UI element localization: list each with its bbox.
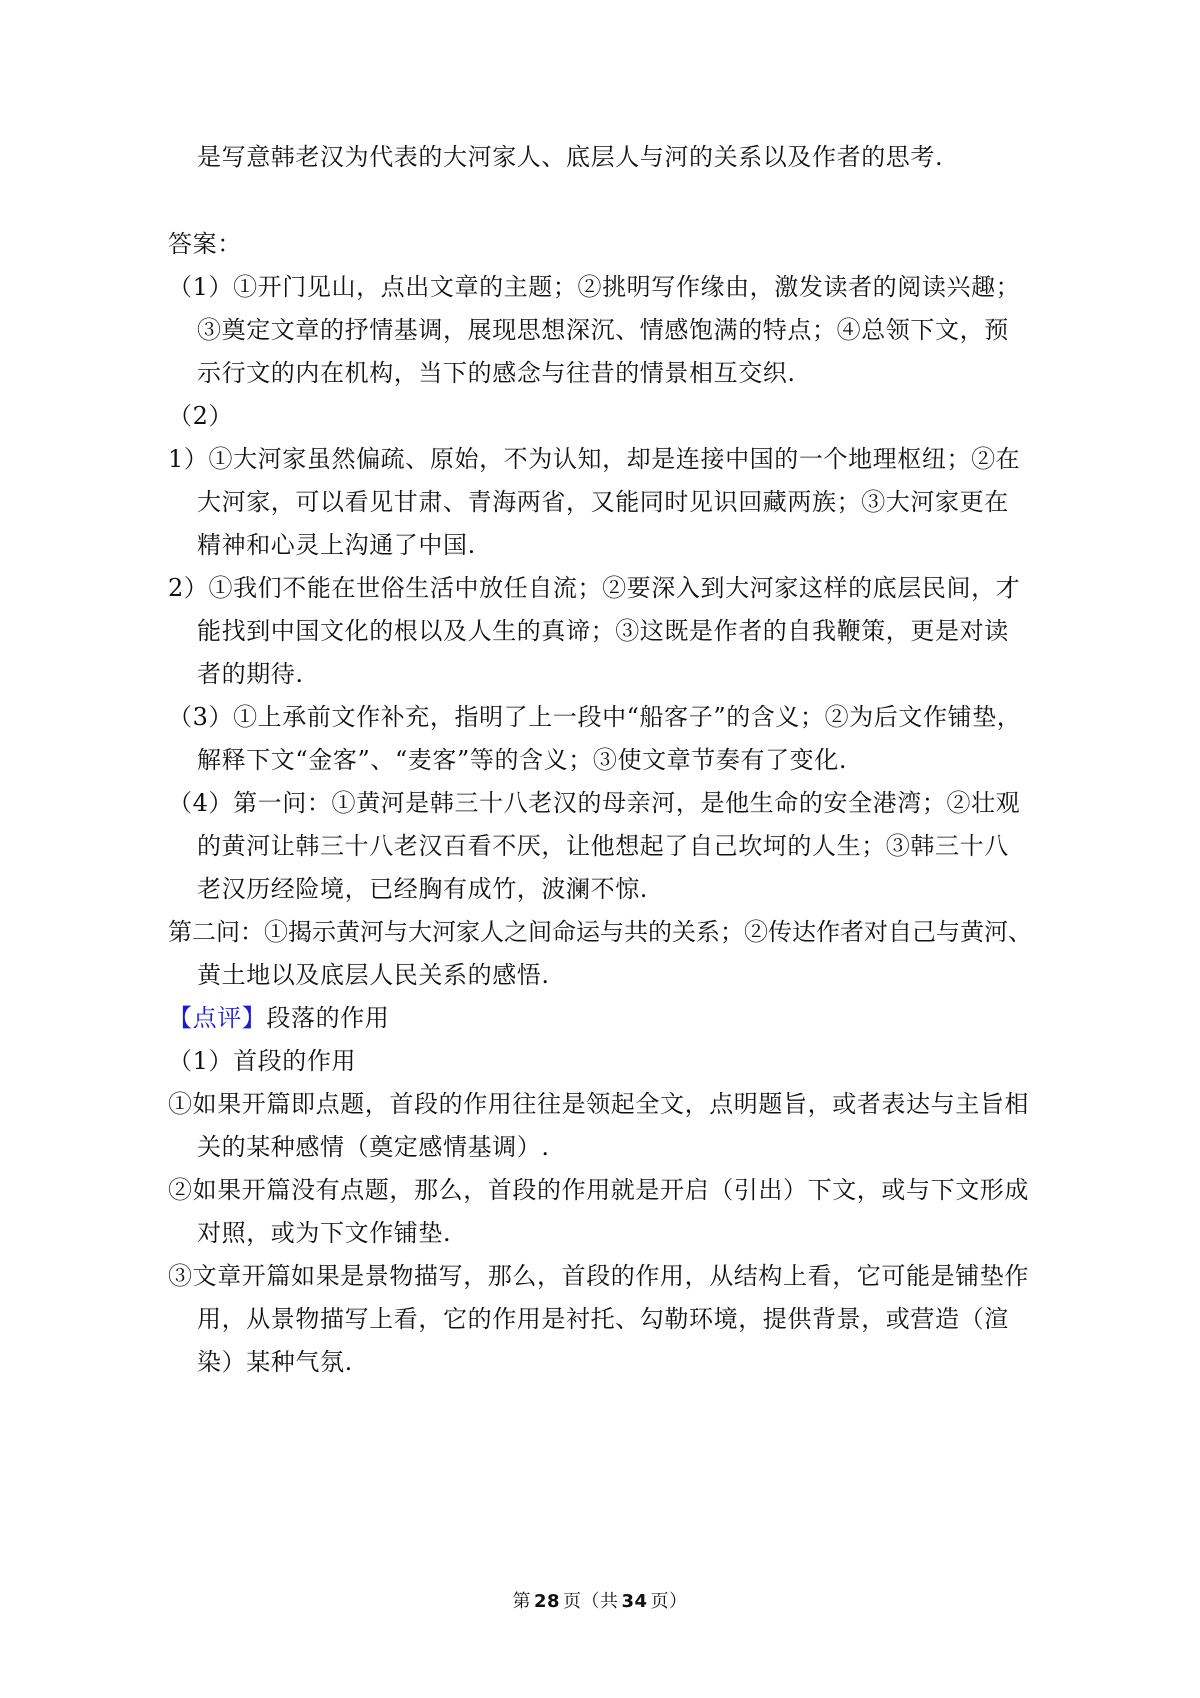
answer-q2-1-line-3: 精神和心灵上沟通了中国.	[197, 531, 476, 559]
comment-topic: 段落的作用	[266, 1004, 390, 1032]
answer-q4-second-line-2: 黄土地以及底层人民关系的感悟.	[197, 961, 550, 989]
page-footer	[0, 1590, 1200, 1614]
answer-q4-second-line-1: 第二问：①揭示黄河与大河家人之间命运与共的关系；②传达作者对自己与黄河、	[168, 918, 1032, 946]
footer-prefix: 第	[512, 1591, 531, 1612]
comment-point-3-line-2: 用，从景物描写上看，它的作用是衬托、勾勒环境，提供背景，或营造（渲	[197, 1305, 1009, 1333]
comment-point-1-line-1: ①如果开篇即点题，首段的作用往往是领起全文，点明题旨，或者表达与主旨相	[168, 1090, 1029, 1118]
footer-suffix: 页）	[650, 1591, 688, 1612]
answer-label: 答案：	[168, 230, 242, 258]
comment-point-2-line-1: ②如果开篇没有点题，那么，首段的作用就是开启（引出）下文，或与下文形成	[168, 1176, 1029, 1204]
comment-point-2-line-2: 对照，或为下文作铺垫.	[197, 1219, 452, 1247]
comment-point-3-line-3: 染）某种气氛.	[197, 1348, 353, 1376]
answer-q1-line-1: （1）①开门见山，点出文章的主题；②挑明写作缘由，激发读者的阅读兴趣；	[168, 273, 1021, 301]
intro-line: 是写意韩老汉为代表的大河家人、底层人与河的关系以及作者的思考.	[197, 143, 944, 171]
answer-q3-line-1: （3）①上承前文作补充，指明了上一段中“船客子”的含义；②为后文作铺垫，	[168, 703, 1022, 731]
comment-point-1-line-2: 关的某种感情（奠定感情基调）.	[197, 1133, 550, 1161]
answer-q4-line-1: （4）第一问：①黄河是韩三十八老汉的母亲河，是他生命的安全港湾；②壮观	[168, 789, 1021, 817]
comment-point-3-line-1: ③文章开篇如果是景物描写，那么，首段的作用，从结构上看，它可能是铺垫作	[168, 1262, 1029, 1290]
answer-q2-2-line-3: 者的期待.	[197, 660, 304, 688]
answer-q4-line-2: 的黄河让韩三十八老汉百看不厌，让他想起了自己坎坷的人生；③韩三十八	[197, 832, 1009, 860]
answer-q1-line-3: 示行文的内在机构，当下的感念与往昔的情景相互交织.	[197, 359, 796, 387]
answer-q1-line-2: ③奠定文章的抒情基调，展现思想深沉、情感饱满的特点；④总领下文，预	[197, 316, 1009, 344]
comment-heading	[168, 1001, 389, 1035]
answer-q3-line-2: 解释下文“金客”、“麦客”等的含义；③使文章节奏有了变化.	[197, 746, 848, 774]
footer-page-number: 28	[533, 1591, 560, 1612]
footer-middle: 页（共	[563, 1591, 619, 1612]
answer-q2-1-line-2: 大河家，可以看见甘肃、青海两省，又能同时见识回藏两族；③大河家更在	[197, 488, 1009, 516]
answer-q2-2-line-2: 能找到中国文化的根以及人生的真谛；③这既是作者的自我鞭策，更是对读	[197, 617, 1009, 645]
footer-total-pages: 34	[621, 1591, 648, 1612]
answer-q4-line-3: 老汉历经险境，已经胸有成竹，波澜不惊.	[197, 875, 649, 903]
answer-q2-1-line-1: 1）①大河家虽然偏疏、原始，不为认知，却是连接中国的一个地理枢纽；②在	[168, 445, 1021, 473]
comment-subheading: （1）首段的作用	[168, 1047, 357, 1075]
answer-q2-2-line-1: 2）①我们不能在世俗生活中放任自流；②要深入到大河家这样的底层民间，才	[168, 574, 1021, 602]
comment-tag: 【点评】	[168, 1004, 267, 1032]
answer-q2-label: （2）	[168, 402, 234, 430]
